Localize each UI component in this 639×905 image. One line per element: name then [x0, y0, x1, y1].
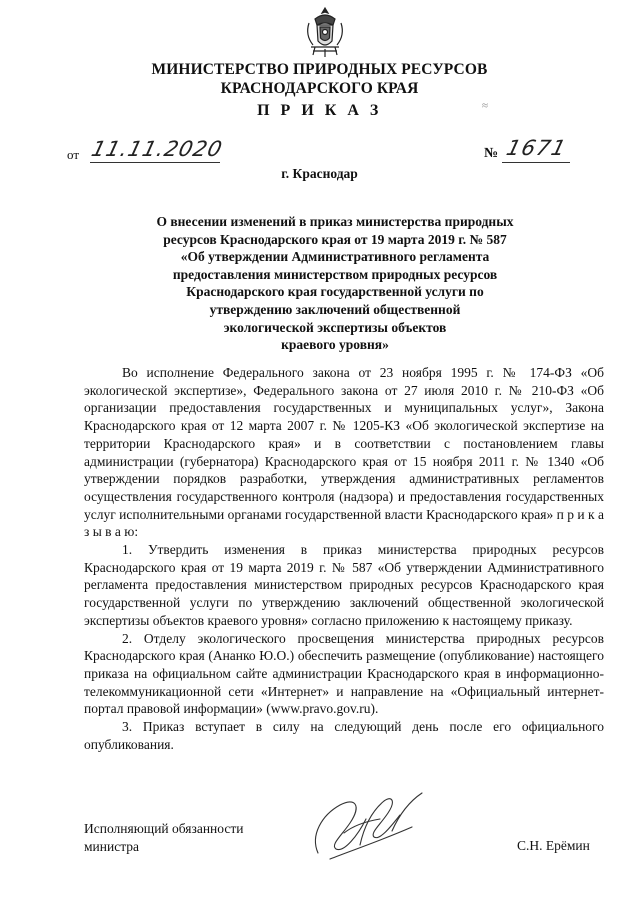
title-line: ресурсов Краснодарского края от 19 марта 2019 г. № 587: [163, 231, 507, 247]
signatory-role-line1: Исполняющий обязанности: [84, 821, 244, 836]
number-label: №: [484, 146, 499, 161]
preamble-paragraph: Во исполнение Федерального закона от 23 ноября 1995 г. № 174-ФЗ «Об экологической экспертизе», Федерального закона от 27 июля 2010 г. № 210-ФЗ «Об организации предоставления государственных и муниципальных услуг», Закона Краснодарского края от 12 марта 2007 г. № 1205-КЗ «Об экологической экспертизе на территории Краснодарского края» и в соответствии с постановлением главы администрации (губернатора) Краснодарского края от 15 ноября 2011 г. № 1340 «Об утверждении порядков разработки, утверждения административных регламентов осуществления государственного контроля (надзора) и предоставления государственных услуг исполнительными органами государственной власти Краснодарского края» п р и к а з ы в а ю:: [84, 365, 604, 540]
title-line: «Об утверждении Административного регламента: [180, 249, 490, 265]
signatory-role-line2: министра: [84, 839, 140, 854]
order-date: 11.11.2020: [89, 137, 226, 161]
ministry-name-line1: МИНИСТЕРСТВО ПРИРОДНЫХ РЕСУРСОВ: [151, 61, 488, 78]
title-line: Краснодарского края государственной услуги по: [186, 284, 484, 300]
city: г. Краснодар: [281, 166, 358, 181]
ministry-name-line2: КРАСНОДАРСКОГО КРАЯ: [220, 80, 419, 97]
title-line: утверждению заключений общественной: [209, 301, 461, 317]
title-line: краевого уровня»: [281, 337, 389, 353]
order-body: [84, 364, 604, 753]
stamp-mark: ≈: [482, 100, 489, 112]
document-type: П Р И К А З: [257, 102, 382, 119]
date-underline: [90, 162, 220, 163]
title-line: экологической экспертизы объектов: [223, 319, 447, 335]
number-underline: [502, 162, 570, 163]
order-item-2: 2. Отделу экологического просвещения министерства природных ресурсов Краснодарского края (Ананко Ю.О.) обеспечить размещение (опубликование) настоящего приказа на официальном сайте администрации Краснодарского края в информационно-телекоммуникационной сети «Интернет» и направление на «Официальный интернет-портал правовой информации» (www.pravo.gov.ru).: [84, 630, 604, 717]
date-label: от: [67, 147, 80, 162]
signatory-role: [84, 820, 243, 856]
handwritten-signature: [300, 775, 430, 875]
title-line: О внесении изменений в приказ министерства природных: [156, 214, 514, 229]
order-item-3: 3. Приказ вступает в силу на следующий день после его официального опубликования.: [84, 719, 604, 752]
order-item-1: 1. Утвердить изменения в приказ министерства природных ресурсов Краснодарского края от 19 марта 2019 г. № 587 «Об утверждении Административного регламента предоставления министерством природных ресурсов Краснодарского края государственной услуги по утверждению заключений общественной экологической экспертизы объектов краевого уровня» согласно приложению к настоящему приказу.: [84, 542, 604, 628]
title-line: предоставления министерством природных ресурсов: [172, 266, 498, 282]
coat-of-arms-emblem-icon: [303, 5, 347, 59]
signatory-name: С.Н. Ерёмин: [517, 838, 590, 853]
order-number: 1671: [504, 136, 570, 160]
order-title: [125, 213, 545, 354]
